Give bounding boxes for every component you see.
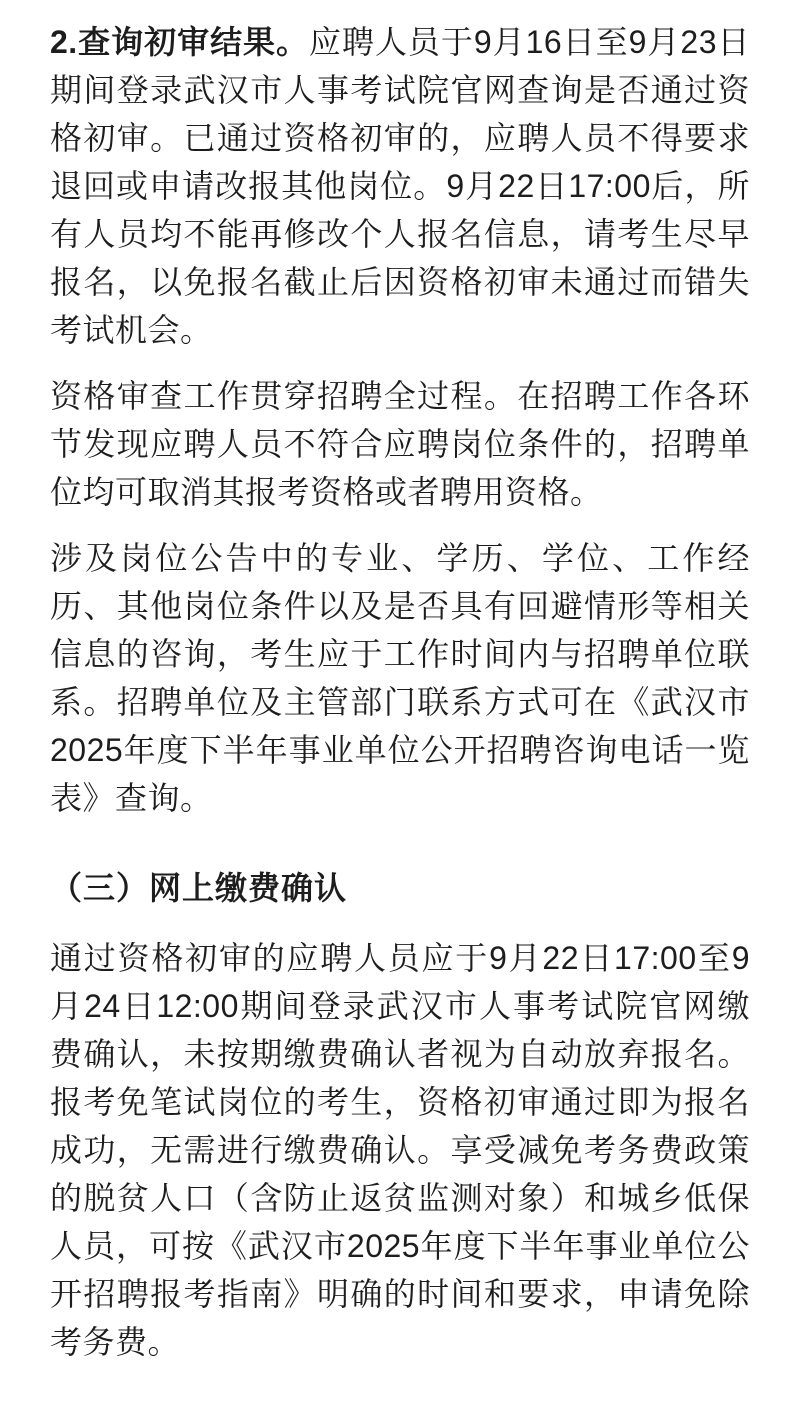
section-heading-online-payment-confirmation: （三）网上缴费确认 (50, 870, 348, 906)
paragraph-qualification-review-process: 资格审查工作贯穿招聘全过程。在招聘工作各环节发现应聘人员不符合应聘岗位条件的，招聘单位均可取消其报考资格或者聘用资格。 (50, 378, 750, 510)
paragraph-position-consultation: 涉及岗位公告中的专业、学历、学位、工作经历、其他岗位条件以及是否具有回避情形等相关信息的咨询，考生应于工作时间内与招聘单位联系。招聘单位及主管部门联系方式可在《武汉市2025年度下半年事业单位公开招聘咨询电话一览表》查询。 (50, 540, 750, 816)
paragraph-query-initial-review-results (50, 18, 750, 354)
paragraph-payment-confirmation: 通过资格初审的应聘人员应于9月22日17:00至9月24日12:00期间登录武汉市人事考试院官网缴费确认，未按期缴费确认者视为自动放弃报名。报考免笔试岗位的考生，资格初审通过即为报名成功，无需进行缴费确认。享受减免考务费政策的脱贫人口（含防止返贫监测对象）和城乡低保人员，可按《武汉市2025年度下半年事业单位公开招聘报考指南》明确的时间和要求，申请免除考务费。 (50, 940, 750, 1360)
paragraph-lead-bold: 2.查询初审结果。 (50, 24, 309, 60)
paragraph-body-text: 应聘人员于9月16日至9月23日期间登录武汉市人事考试院官网查询是否通过资格初审。已通过资格初审的，应聘人员不得要求退回或申请改报其他岗位。9月22日17:00后，所有人员均不能再修改个人报名信息，请考生尽早报名，以免报名截止后因资格初审未通过而错失考试机会。 (50, 24, 750, 348)
